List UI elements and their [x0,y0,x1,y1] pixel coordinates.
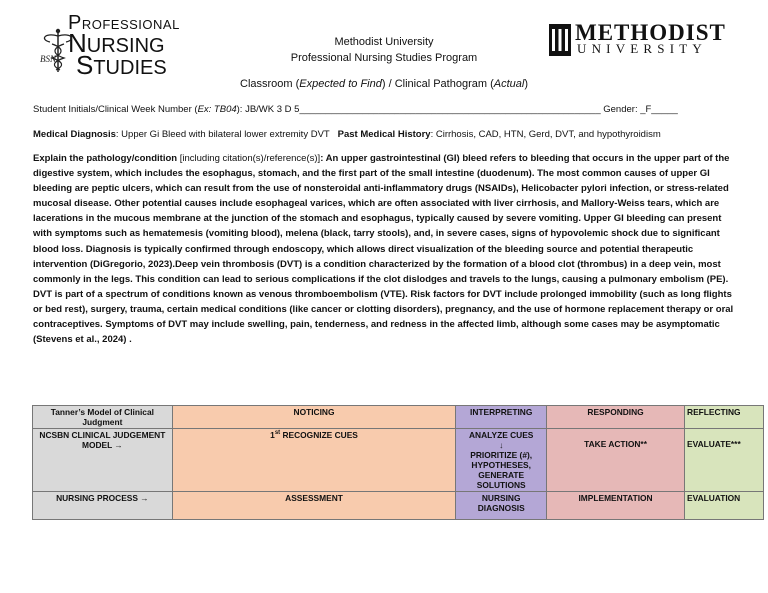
diagnosis-line: Medical Diagnosis: Upper Gi Bleed with bilateral lower extremity DVT Past Medical History: Cirrhosis, CAD, HTN, Gerd, DVT, and hypothyroidism [33,129,661,140]
logo-badge: BSN [40,54,57,64]
program-name: Professional Nursing Studies Program [290,52,478,64]
table-row [33,406,764,429]
logo-line3: STUDIES [76,50,167,80]
nursing-diagnosis-cell: NURSING DIAGNOSIS [456,492,547,520]
university-building-icon [549,24,571,56]
table-row [33,492,764,520]
ncsbn-model-cell: NCSBN CLINICAL JUDGEMENT MODEL → [33,429,173,492]
interpreting-cell: INTERPRETING [456,406,547,429]
table-row [33,429,764,492]
logo-sub: UNIVERSITY [577,41,707,56]
logo-line2: NURSING [68,28,165,58]
noticing-cell: NOTICING [172,406,456,429]
clinical-judgment-table [32,405,764,520]
assessment-cell: ASSESSMENT [172,492,456,520]
student-info-line: Student Initials/Clinical Week Number (Ex: TB04): JB/WK 3 D 5_________________________________________________________ Gender: _F_____ [33,104,678,115]
logo-name: METHODIST [575,20,726,45]
logo-line1: PROFESSIONAL [68,12,180,34]
reflecting-cell: REFLECTING [685,406,764,429]
evaluation-cell: EVALUATION [685,492,764,520]
implementation-cell: IMPLEMENTATION [547,492,685,520]
responding-cell: RESPONDING [547,406,685,429]
classroom-pathogram-title: Classroom (Expected to Find) / Clinical Pathogram (Actual) [240,78,528,90]
analyze-cues-cell: ANALYZE CUES ↓ PRIORITIZE (#), HYPOTHESES, GENERATE SOLUTIONS [456,429,547,492]
take-action-cell: TAKE ACTION** [547,429,685,492]
evaluate-cell: EVALUATE*** [685,429,764,492]
pathology-explanation: Explain the pathology/condition [including citation(s)/reference(s)]: An upper gastrointestinal (GI) bleed refers to bleeding that occurs in the upper part of the digestive system, which includes the esophagus, stomach, and the first part of the small intestine (duodenum). The most common causes of upper GI bleeding are peptic ulcers, which can result from the use of nonsteroidal anti-inflammatory drugs (NSAIDs), Helicobacter pylori infection, or stress-related mucosal disease. Other potential causes include esophageal varices, which are often associated with liver cirrhosis, and Mallory-Weiss tears, which are lacerations in the mucous membrane at the junction of the stomach and esophagus, typically caused by severe vomiting. Upper GI bleeding can present with symptoms such as hematemesis (vomiting blood), melena (black, tarry stools), and, in severe cases, signs of hypovolemic shock due to significant blood loss. Diagnosis is typically confirmed through endoscopy, which allows direct visualization of the bleeding source and potential therapeutic intervention (DiGregorio, 2023).Deep vein thrombosis (DVT) is a condition characterized by the formation of a blood clot (thrombus) in a deep vein, most commonly in the legs. This condition can lead to serious complications if the clot dislodges and travels to the lungs, causing a pulmonary embolism (PE). DVT is part of a spectrum of conditions known as venous thromboembolism (VTE). Risk factors for DVT include prolonged immobility (such as long flights or bed rest), surgery, trauma, certain medical conditions (like cancer or clotting disorders), pregnancy, and the use of hormone replacement therapy or oral contraceptives. Symptoms of DVT may include swelling, pain, tenderness, and redness in the affected limb, although some cases may be asymptomatic (Stevens et al., 2024) . [33,153,734,346]
university-name: Methodist University [334,36,434,48]
nursing-process-cell: NURSING PROCESS → [33,492,173,520]
methodist-university-logo [549,20,726,58]
recognize-cues-cell: 1st RECOGNIZE CUES [172,429,456,492]
tanner-model-cell: Tanner’s Model of Clinical Judgment [33,406,173,429]
